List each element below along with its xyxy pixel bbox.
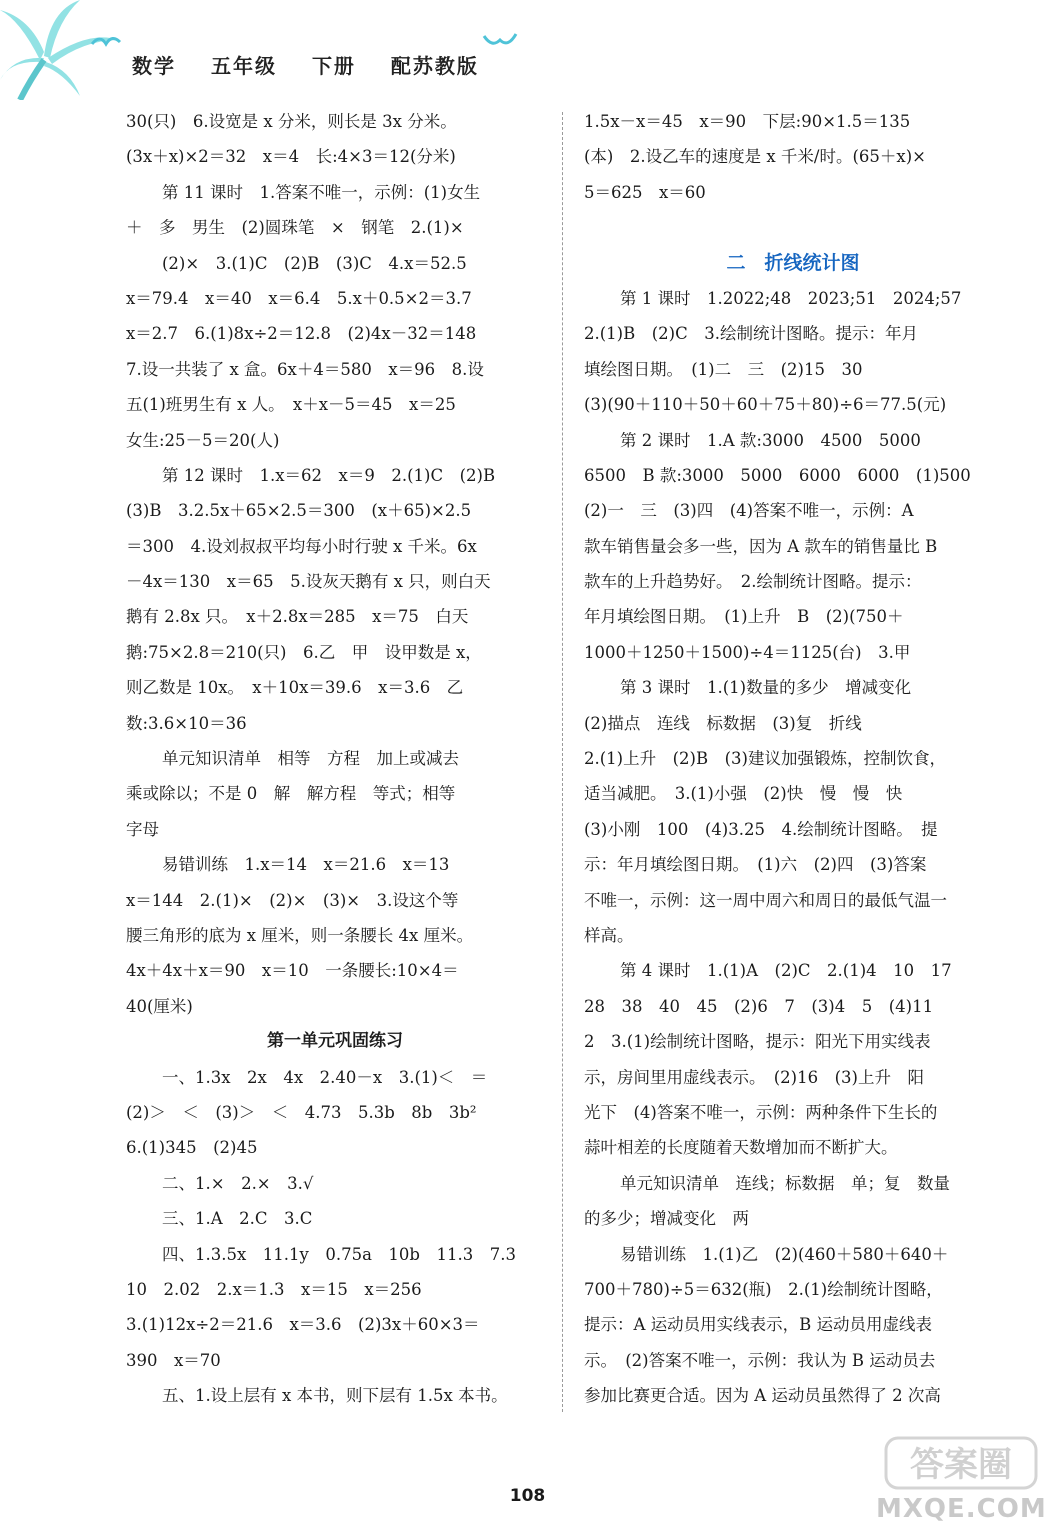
text-line: 1000＋1250＋1500)÷4＝1125(台) 3.甲 xyxy=(584,642,911,662)
text-line: 2.(1)上升 (2)B (3)建议加强锻炼，控制饮食， xyxy=(584,749,946,769)
text-line: (2)＞ ＜ (3)＞ ＜ 4.73 5.3b 8b 3b² xyxy=(126,1102,477,1122)
text-line: －4x＝130 x＝65 5.设灰天鹅有 x 只，则白天 xyxy=(126,572,491,592)
page-number: 108 xyxy=(509,1486,546,1506)
text-line: 的多少；增减变化 两 xyxy=(584,1209,749,1229)
text-line: x＝144 2.(1)× (2)× (3)× 3.设这个等 xyxy=(126,890,459,910)
watermark-badge-icon xyxy=(876,1432,1046,1494)
text-line: 女生:25－5＝20(人) xyxy=(126,430,280,450)
text-line: 10 2.02 2.x＝1.3 x＝15 x＝256 xyxy=(126,1279,422,1299)
blank-line xyxy=(584,210,1002,245)
text-line: 7.设一共装了 x 盒。6x＋4＝580 x＝96 8.设 xyxy=(126,359,484,379)
lesson-11-heading: 第 11 课时 1.答案不唯一，示例：(1)女生 xyxy=(162,182,481,202)
lesson-4-heading: 第 4 课时 1.(1)A (2)C 2.(1)4 10 17 xyxy=(620,961,952,981)
text-line: 乘或除以；不是 0 解 解方程 等式；相等 xyxy=(126,784,456,804)
header-edition: 配苏教版 xyxy=(390,54,479,78)
text-line: 28 38 40 45 (2)6 7 (3)4 5 (4)11 xyxy=(584,996,934,1016)
text-line: 1.5x－x＝45 x＝90 下层:90×1.5＝135 xyxy=(584,112,911,131)
lesson-3-heading: 第 3 课时 1.(1)数量的多少 增减变化 xyxy=(620,678,912,698)
text-line: 填绘图日期。 (1)二 三 (2)15 30 xyxy=(584,359,863,379)
text-line: (3)(90＋110＋50＋60＋75＋80)÷6＝77.5(元) xyxy=(584,395,947,415)
text-line: 示。 (2)答案不唯一，示例：我认为 B 运动员去 xyxy=(584,1350,936,1370)
text-line: 则乙数是 10x。 x＋10x＝39.6 x＝3.6 乙 xyxy=(126,678,464,698)
text-line: 不唯一，示例：这一周中周六和周日的最低气温一 xyxy=(584,890,947,910)
text-line: 年月填绘图日期。 (1)上升 B (2)(750＋ xyxy=(584,607,904,627)
header-subject: 数学 xyxy=(132,54,176,78)
text-line: 2.(1)B (2)C 3.绘制统计图略。提示：年月 xyxy=(584,324,918,344)
watermark-url: MXQE.COM xyxy=(876,1494,1047,1524)
right-column xyxy=(584,104,1002,1413)
lesson-2-heading: 第 2 课时 1.A 款:3000 4500 5000 xyxy=(620,430,921,450)
text-line: 五、1.设上层有 x 本书，则下层有 1.5x 本书。 xyxy=(162,1386,508,1406)
text-line: 6.(1)345 (2)45 xyxy=(126,1138,258,1158)
column-divider xyxy=(562,112,563,1412)
text-line: 提示：A 运动员用实线表示，B 运动员用虚线表 xyxy=(584,1315,933,1335)
text-line: (2)描点 连线 标数据 (3)复 折线 xyxy=(584,713,862,733)
unit-review-title: 第一单元巩固练习 xyxy=(267,1031,403,1052)
text-line: 字母 xyxy=(126,819,159,839)
text-line: 二、1.× 2.× 3.√ xyxy=(162,1173,314,1193)
knowledge-list-heading: 单元知识清单 连线；标数据 单；复 数量 xyxy=(620,1173,950,1193)
text-line: 鹅有 2.8x 只。 x＋2.8x＝285 x＝75 白天 xyxy=(126,607,469,627)
text-line: 五(1)班男生有 x 人。 x＋x－5＝45 x＝25 xyxy=(126,395,456,415)
error-practice-heading: 易错训练 1.x＝14 x＝21.6 x＝13 xyxy=(162,855,450,875)
text-line: (3x＋x)×2＝32 x＝4 长:4×3＝12(分米) xyxy=(126,147,456,167)
header-grade: 五年级 xyxy=(210,54,277,78)
watermark-logo-text: 答案圈 xyxy=(910,1445,1012,1485)
header-title xyxy=(132,50,505,79)
text-line: 30(只) 6.设宽是 x 分米，则长是 3x 分米。 xyxy=(126,112,457,131)
text-line: x＝2.7 6.(1)8x÷2＝12.8 (2)4x－32＝148 xyxy=(126,324,477,344)
text-line: 40(厘米) xyxy=(126,996,193,1016)
text-line: 四、1.3.5x 11.1y 0.75a 10b 11.3 7.3 xyxy=(162,1244,516,1264)
text-line: ＋ 多 男生 (2)圆珠笔 × 钢笔 2.(1)× xyxy=(126,218,464,238)
text-line: (本) 2.设乙车的速度是 x 千米/时。(65＋x)× xyxy=(584,147,926,167)
text-line: 光下 (4)答案不唯一，示例：两种条件下生长的 xyxy=(584,1102,938,1122)
unit-2-title: 二 折线统计图 xyxy=(726,251,860,274)
text-line: 一、1.3x 2x 4x 2.40－x 3.(1)＜ ＝ xyxy=(162,1067,488,1087)
text-line: 示，房间里用虚线表示。 (2)16 (3)上升 阳 xyxy=(584,1067,924,1087)
knowledge-list-heading: 单元知识清单 相等 方程 加上或减去 xyxy=(162,749,459,769)
text-line: 腰三角形的底为 x 厘米，则一条腰长 4x 厘米。 xyxy=(126,925,474,945)
text-line: (3)B 3.2.5x＋65×2.5＝300 (x＋65)×2.5 xyxy=(126,501,472,521)
text-line: (2)× 3.(1)C (2)B (3)C 4.x＝52.5 xyxy=(162,253,467,273)
text-line: 6500 B 款:3000 5000 6000 6000 (1)500 xyxy=(584,465,971,485)
text-line: 蒜叶相差的长度随着天数增加而不断扩大。 xyxy=(584,1138,898,1158)
text-line: 款车销售量会多一些，因为 A 款车的销售量比 B xyxy=(584,536,938,556)
text-line: 三、1.A 2.C 3.C xyxy=(162,1209,313,1229)
text-line: 700＋780)÷5＝632(瓶) 2.(1)绘制统计图略， xyxy=(584,1279,943,1299)
lesson-12-heading: 第 12 课时 1.x＝62 x＝9 2.(1)C (2)B xyxy=(162,465,496,485)
text-line: 数:3.6×10＝36 xyxy=(126,713,247,733)
text-line: x＝79.4 x＝40 x＝6.4 5.x＋0.5×2＝3.7 xyxy=(126,288,472,308)
text-line: (3)小刚 100 (4)3.25 4.绘制统计图略。 提 xyxy=(584,819,938,839)
header-volume: 下册 xyxy=(311,54,356,78)
text-line: 样高。 xyxy=(584,925,634,945)
text-line: (2)一 三 (3)四 (4)答案不唯一，示例：A xyxy=(584,501,914,521)
text-line: 4x＋4x＋x＝90 x＝10 一条腰长:10×4＝ xyxy=(126,961,459,981)
lesson-1-heading: 第 1 课时 1.2022;48 2023;51 2024;57 xyxy=(620,288,962,308)
text-line: 3.(1)12x÷2＝21.6 x＝3.6 (2)3x＋60×3＝ xyxy=(126,1315,480,1335)
left-column xyxy=(126,104,544,1413)
text-line: 款车的上升趋势好。 2.绘制统计图略。提示： xyxy=(584,572,922,592)
text-line: 2 3.(1)绘制统计图略，提示：阳光下用实线表 xyxy=(584,1032,931,1052)
text-line: 参加比赛更合适。因为 A 运动员虽然得了 2 次高 xyxy=(584,1386,941,1406)
text-line: 5＝625 x＝60 xyxy=(584,182,706,202)
watermark-logo xyxy=(876,1432,1046,1528)
text-line: ＝300 4.设刘叔叔平均每小时行驶 x 千米。6x xyxy=(126,536,477,556)
text-line: 适当减肥。 3.(1)小强 (2)快 慢 慢 快 xyxy=(584,784,903,804)
error-practice-heading: 易错训练 1.(1)乙 (2)(460＋580＋640＋ xyxy=(620,1244,949,1264)
text-line: 示：年月填绘图日期。 (1)六 (2)四 (3)答案 xyxy=(584,855,927,875)
text-line: 390 x＝70 xyxy=(126,1350,221,1370)
text-line: 鹅:75×2.8＝210(只) 6.乙 甲 设甲数是 x， xyxy=(126,642,482,662)
